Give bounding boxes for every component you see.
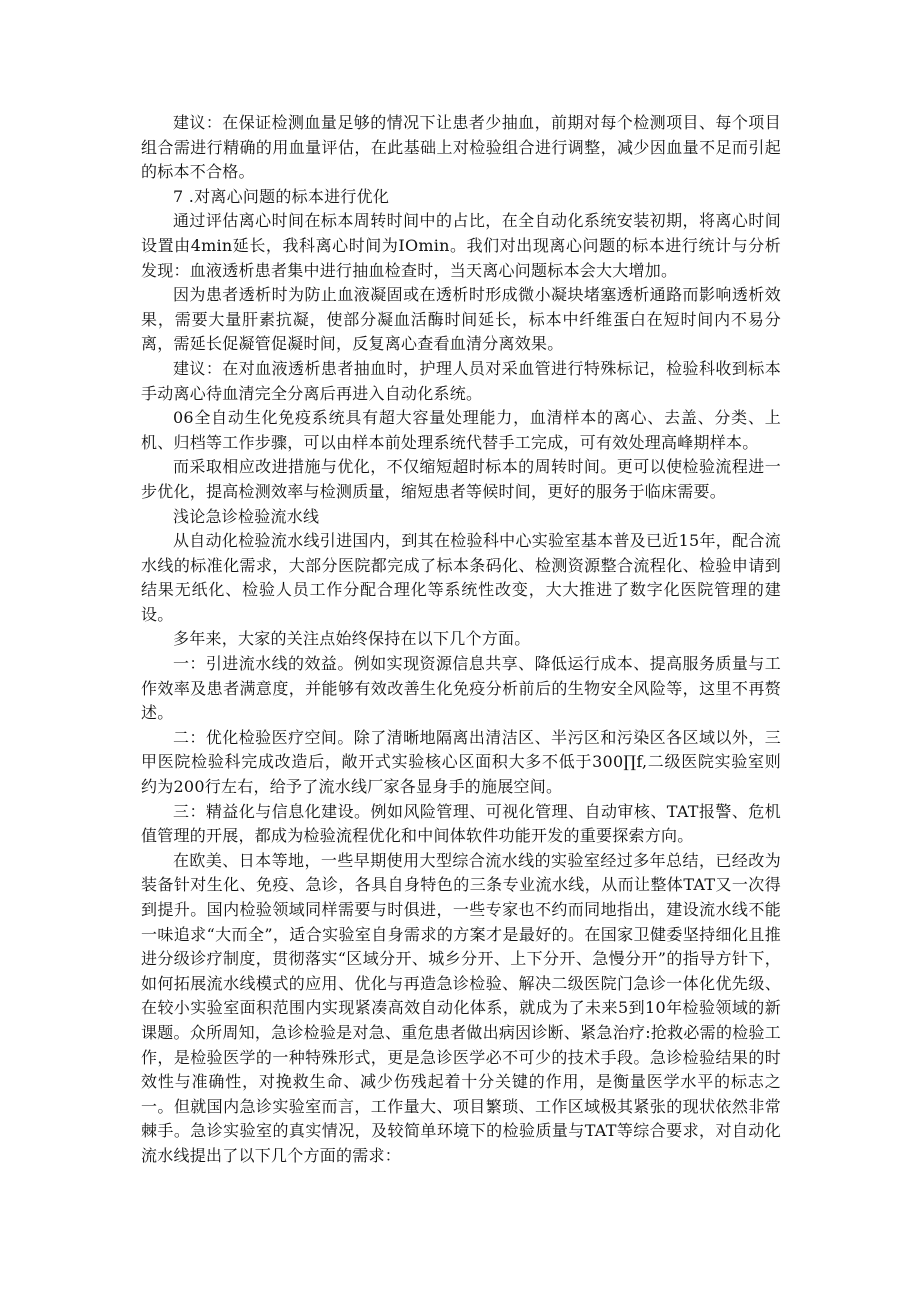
paragraph-dialysis-advice: 建议：在对血液透析患者抽血时，护理人员对采血管进行特殊标记，检验科收到标本手动离心待血清完全分离后再进入自动化系统。 [141,358,781,403]
section-heading-emergency-pipeline: 浅论急诊检验流水线 [173,506,320,526]
paragraph-automation-capacity: 06全自动生化免疫系统具有超大容量处理能力，血清样本的离心、去盖、分类、上机、归档等工作步骤，可以由样本前处理系统代替手工完成，可有效处理高峰期样本。 [141,408,781,452]
section-heading-centrifuge-optimization: 7 .对离心问题的标本进行优化 [173,186,390,206]
paragraph-point-two: 二：优化检验医疗空间。除了清晰地隔离出清洁区、半污区和污染区各区域以外，三甲医院检验科完成改造后，敞开式实验核心区面积大多不低于300∏f,二级医院实验室则约为200行左右，给予了流水线厂家各显身手的施展空间。 [141,727,781,797]
document-body [141,111,781,1169]
paragraph-point-three: 三：精益化与信息化建设。例如风险管理、可视化管理、自动审核、TAT报警、危机值管理的开展，都成为检验流程优化和中间体软件功能开发的重要探索方向。 [141,801,781,846]
paragraph-focus-points: 多年来，大家的关注点始终保持在以下几个方面。 [173,629,531,649]
paragraph-dialysis-heparin: 因为患者透析时为防止血液凝固或在透析时形成微小凝块堵塞透析通路而影响透析效果，需要大量肝素抗凝，使部分凝血活酶时间延长，标本中纤维蛋白在短时间内不易分离，需延长促凝管促凝时间，反复离心查看血清分离效果。 [141,285,781,354]
paragraph-improvement-summary: 而采取相应改进措施与优化，不仅缩短超时标本的周转时间。更可以使检验流程进一步优化，提高检测效率与检测质量，缩短患者等候时间，更好的服务于临床需要。 [141,457,781,501]
paragraph-point-one: 一：引进流水线的效益。例如实现资源信息共享、降低运行成本、提高服务质量与工作效率及患者满意度，并能够有效改善生化免疫分析前后的生物安全风险等，这里不再赘述。 [141,654,781,723]
paragraph-centrifuge-time: 通过评估离心时间在标本周转时间中的占比，在全自动化系统安装初期，将离心时间设置由4min延长，我科离心时间为IOmin。我们对出现离心问题的标本进行统计与分析发现：血液透析患者集中进行抽血检查时，当天离心问题标本会大大增加。 [141,211,781,280]
paragraph-emergency-requirements: 在欧美、日本等地，一些早期使用大型综合流水线的实验室经过多年总结，已经改为装备针对生化、免疫、急诊，各具自身特色的三条专业流水线，从而让整体TAT又一次得到提升。国内检验领域同样需要与时俱进，一些专家也不约而同地指出，建设流水线不能一味追求“大而全”，适合实验室自身需求的方案才是最好的。在国家卫健委坚持细化且推进分级诊疗制度，贯彻落实“区域分开、城乡分开、上下分开、急慢分开”的指导方针下，如何拓展流水线模式的应用、优化与再造急诊检验、解决二级医院门急诊一体化优先级、在较小实验室面积范围内实现紧凑高效自动化体系，就成为了未来5到10年检验领域的新课题。众所周知，急诊检验是对急、重危患者做出病因诊断、紧急治疗:抢救必需的检验工作，是检验医学的一种特殊形式，更是急诊医学必不可少的技术手段。急诊检验结果的时效性与准确性，对挽救生命、减少伤残起着十分关键的作用，是衡量医学水平的标志之一。但就国内急诊实验室而言，工作量大、项目繁琐、工作区域极其紧张的现状依然非常棘手。急诊实验室的真实情况，及较简单环境下的检验质量与TAT等综合要求，对自动化流水线提出了以下几个方面的需求： [141,850,781,1165]
paragraph-pipeline-history: 从自动化检验流水线引进国内，到其在检验科中心实验室基本普及已近15年，配合流水线的标准化需求，大部分医院都完成了标本条码化、检测资源整合流程化、检验申请到结果无纸化、检验人员工作分配合理化等系统性改变，大大推进了数字化医院管理的建设。 [141,531,781,624]
paragraph-blood-volume-advice: 建议：在保证检测血量足够的情况下让患者少抽血，前期对每个检测项目、每个项目组合需进行精确的用血量评估，在此基础上对检验组合进行调整，减少因血量不足而引起的标本不合格。 [141,113,781,182]
